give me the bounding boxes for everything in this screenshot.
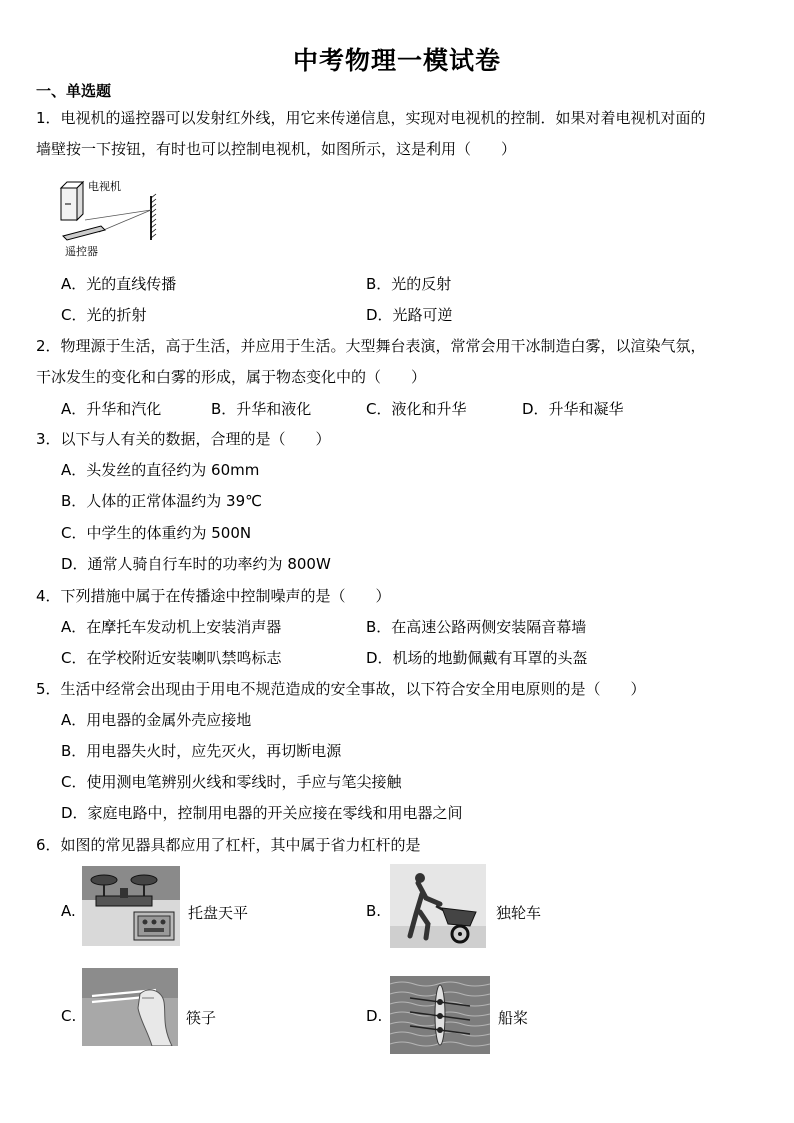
section-heading: 一、单选题 — [36, 82, 112, 100]
q5-option-c[interactable]: C．使用测电笔辨别火线和零线时，手应与笔尖接触 — [61, 773, 402, 791]
q2-option-a[interactable]: A．升华和汽化 — [61, 400, 162, 418]
q6-caption-d: 船桨 — [498, 1009, 529, 1027]
balance-scale-photo — [82, 866, 180, 946]
q1-stem-line2: 墙壁按一下按钮，有时也可以控制电视机，如图所示，这是利用（ ） — [36, 140, 517, 158]
q6-caption-c: 筷子 — [186, 1009, 217, 1027]
q6-caption-a: 托盘天平 — [188, 904, 249, 922]
q1-option-c[interactable]: C．光的折射 — [61, 306, 147, 324]
remote-control-icon — [63, 226, 105, 240]
q6-option-c[interactable]: C. — [61, 1007, 77, 1025]
q3-stem: 3．以下与人有关的数据，合理的是（ ） — [36, 430, 331, 448]
q2-stem-line1: 2．物理源于生活，高于生活，并应用于生活。大型舞台表演，常常会用干冰制造白雾，以渲染气氛， — [36, 337, 706, 355]
fig-label-tv: 电视机 — [88, 180, 121, 193]
q2-option-d[interactable]: D．升华和凝华 — [522, 400, 624, 418]
q4-option-c[interactable]: C．在学校附近安装喇叭禁鸣标志 — [61, 649, 282, 667]
q6-option-a[interactable]: A. — [61, 902, 76, 920]
q2-stem-line2: 干冰发生的变化和白雾的形成，属于物态变化中的（ ） — [36, 368, 427, 386]
wall-icon — [151, 194, 156, 240]
q3-option-a[interactable]: A．头发丝的直径约为 60mm — [61, 461, 260, 479]
q5-option-b[interactable]: B．用电器失火时，应先灭火，再切断电源 — [61, 742, 342, 760]
tv-icon — [61, 182, 83, 220]
q4-option-d[interactable]: D．机场的地勤佩戴有耳罩的头盔 — [366, 649, 588, 667]
q6-option-d[interactable]: D. — [366, 1007, 383, 1025]
q4-stem: 4．下列措施中属于在传播途中控制噪声的是（ ） — [36, 587, 391, 605]
q1-option-b[interactable]: B．光的反射 — [366, 275, 452, 293]
chopsticks-photo — [82, 968, 178, 1046]
q5-option-d[interactable]: D．家庭电路中，控制用电器的开关应接在零线和用电器之间 — [61, 804, 463, 822]
fig-label-remote: 遥控器 — [65, 245, 98, 258]
page-title: 中考物理一模试卷 — [292, 46, 501, 75]
q3-option-c[interactable]: C．中学生的体重约为 500N — [61, 524, 252, 542]
rowing-boat-photo — [390, 976, 490, 1054]
q6-stem: 6．如图的常见器具都应用了杠杆，其中属于省力杠杆的是 — [36, 836, 421, 854]
q5-stem: 5．生活中经常会出现由于用电不规范造成的安全事故，以下符合安全用电原则的是（ ） — [36, 680, 646, 698]
q6-caption-b: 独轮车 — [496, 904, 542, 922]
q1-stem-line1: 1．电视机的遥控器可以发射红外线，用它来传递信息，实现对电视机的控制．如果对着电视机对面的 — [36, 109, 706, 127]
q2-option-b[interactable]: B．升华和液化 — [211, 400, 312, 418]
q1-option-d[interactable]: D．光路可逆 — [366, 306, 453, 324]
q1-option-a[interactable]: A．光的直线传播 — [61, 275, 177, 293]
tv-remote-reflection-figure — [55, 176, 170, 260]
q3-option-d[interactable]: D．通常人骑自行车时的功率约为 800W — [61, 555, 331, 573]
q2-option-c[interactable]: C．液化和升华 — [366, 400, 467, 418]
weight-box-icon — [134, 912, 174, 940]
q4-option-b[interactable]: B．在高速公路两侧安装隔音幕墙 — [366, 618, 587, 636]
q6-option-b[interactable]: B. — [366, 902, 382, 920]
q5-option-a[interactable]: A．用电器的金属外壳应接地 — [61, 711, 252, 729]
q4-option-a[interactable]: A．在摩托车发动机上安装消声器 — [61, 618, 282, 636]
q3-option-b[interactable]: B．人体的正常体温约为 39℃ — [61, 492, 262, 510]
wheelbarrow-photo — [390, 864, 486, 948]
